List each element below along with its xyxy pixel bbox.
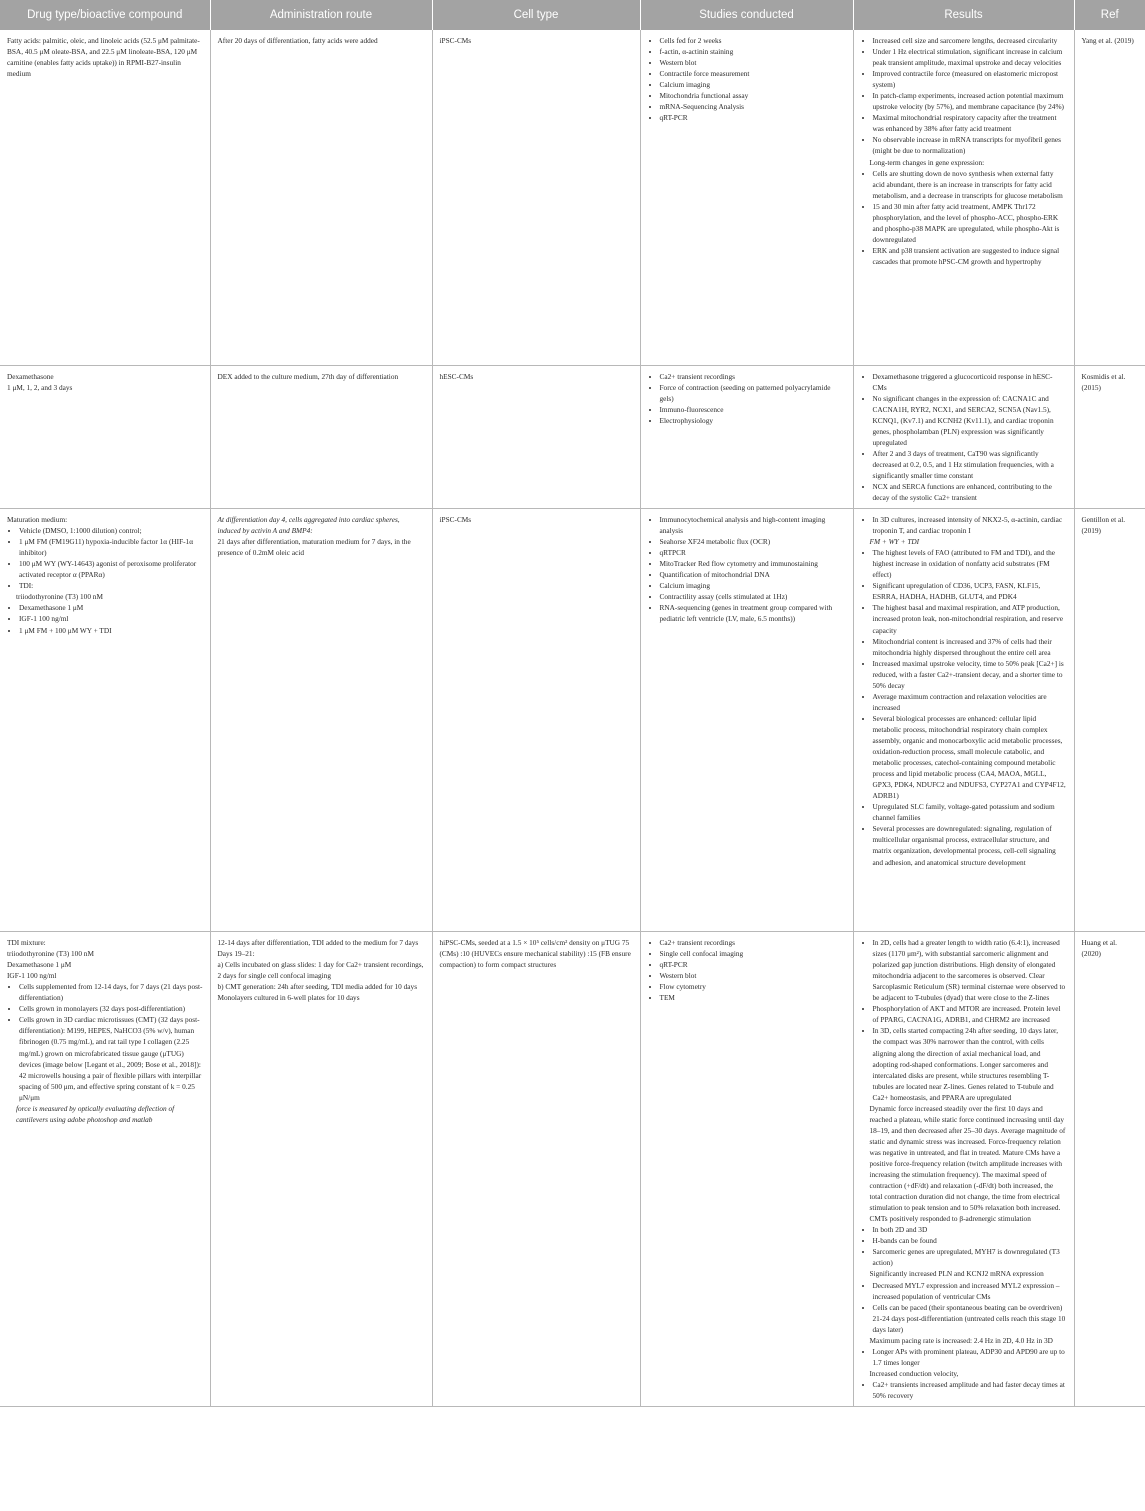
list-item: • Immunocytochemical analysis and high-content imaging analysis	[660, 514, 846, 536]
list-item: • In 3D cultures, increased intensity of NKX2-5, α-actinin, cardiac troponin T, and cardiac troponin I	[873, 514, 1067, 536]
table-row	[0, 365, 1145, 509]
list-item: • f-actin, α-actinin staining	[660, 46, 846, 57]
list-item: • Ca2+ transient recordings	[660, 937, 846, 948]
list-item: • Under 1 Hz electrical stimulation, significant increase in calcium peak transient amplitude, maximal upstroke and decay velocities	[873, 46, 1067, 68]
list-item: • Maximal mitochondrial respiratory capacity after the treatment was enhanced by 38% after fatty acid treatment	[873, 112, 1067, 134]
header-studies: Studies conducted	[640, 0, 853, 30]
cell-ref: Yang et al. (2019)	[1074, 30, 1145, 365]
list-item: • Ca2+ transient recordings	[660, 371, 846, 382]
list-item: • Increased cell size and sarcomere lengths, decreased circularity	[873, 35, 1067, 46]
drug-list	[7, 602, 203, 635]
results-subheading: FM + WY + TDI	[869, 537, 920, 547]
route-text: b) CMT generation: 24h after seeding, TDI media added for 10 days	[217, 982, 418, 992]
studies-list	[648, 937, 846, 1003]
table-header-row	[0, 0, 1145, 30]
drug-text: Dexamethasone	[7, 371, 54, 381]
results-text: Dynamic force increased steadily over the first 10 days and reached a plateau, while static force continued increasing until day 18–19, and then decreased after 25–30 days. Average magnitude of static and dynamic stress was increased. Force-frequency relation was negative in untreated, and flat in treated. Mature CMs have a positive force-frequency relation (twitch amplitude increases with increasing the stimulation frequency). The maximal speed of contraction (+dF/dt) and relaxation (-dF/dt) both increased, the total contraction duration did not change, the time from electrical stimulation to peak tension and to 50% relaxation both increased. CMTs positively responded to β-adrenergic stimulation	[869, 1103, 1066, 1224]
route-text: Monolayers cultured in 6-well plates for 10 days	[217, 993, 360, 1003]
list-item: • Western blot	[660, 970, 846, 981]
results-list	[861, 35, 1067, 157]
cell-results	[853, 932, 1074, 1407]
list-item: • Several processes are downregulated: signaling, regulation of multicellular organismal process, extracellular structure, and matrix organization, developmental process, cell-cell signaling and adhesion, and anatomical structure development	[873, 823, 1067, 867]
studies-list	[648, 514, 846, 624]
list-item: • Calcium imaging	[660, 79, 846, 90]
cell-ref: Gentillon et al. (2019)	[1074, 509, 1145, 932]
list-item: • MitoTracker Red flow cytometry and immunostaining	[660, 558, 846, 569]
header-route: Administration route	[210, 0, 432, 30]
list-item: • RNA-sequencing (genes in treatment group compared with pediatric left ventricle (LV, male, 6.5 months))	[660, 602, 846, 624]
list-item: • After 2 and 3 days of treatment, CaT90 was significantly decreased at 0.2, 0.5, and 1 Hz stimulation frequencies, with a significantly smaller time constant	[873, 448, 1067, 481]
list-item: • mRNA-Sequencing Analysis	[660, 101, 846, 112]
list-item: • 1 μM FM (FM19G11) hypoxia-inducible factor 1α (HIF-1α inhibitor)	[19, 536, 203, 558]
cell-results	[853, 509, 1074, 932]
list-item: • Several biological processes are enhanced: cellular lipid metabolic process, mitochondrial respiratory chain complex assembly, organic and monocarboxylic acid metabolic processes, oxidation-reduction process, small molecule catabolic, and metabolic processes, catechol-containing compound metabolic process and lipid metabolic process (CA4, MAOA, MGLL, GPX3, PDK4, NDUFC2 and NDUFS3, CYP27A1 and CYP4F12, ADRB1)	[873, 713, 1067, 801]
drug-text: force is measured by optically evaluating deflection of cantilevers using adobe photoshop and matlab	[16, 1103, 175, 1124]
table-row	[0, 30, 1145, 365]
results-text: Significantly increased PLN and KCNJ2 mRNA expression	[869, 1269, 1044, 1279]
results-list	[861, 168, 1067, 267]
studies-list	[648, 35, 846, 123]
header-ref: Ref	[1074, 0, 1145, 30]
list-item: • H-bands can be found	[873, 1235, 1067, 1246]
results-list	[861, 371, 1067, 504]
list-item: • Sarcomeric genes are upregulated, MYH7 is downregulated (T3 action)	[873, 1246, 1067, 1268]
list-item: • In 3D, cells started compacting 24h after seeding, 10 days later, the compact was 30% narrower than the control, with cells aligning along the direction of axial mechanical load, and adopting rod-shaped conformations. Longer sarcomeres and intercalated disks are present, while structures resembling T-tubules are located near Z-lines. Genes related to T-tubule and Ca2+ homeostasis, and PPARA are upregulated	[873, 1025, 1067, 1102]
list-item: • Electrophysiology	[660, 415, 846, 426]
header-results: Results	[853, 0, 1074, 30]
list-item: • Mitochondrial content is increased and 37% of cells had their mitochondria highly dispersed throughout the entire cell area	[873, 636, 1067, 658]
cell-route	[210, 365, 432, 509]
cell-drug	[0, 365, 210, 509]
drug-text: Fatty acids: palmitic, oleic, and linoleic acids (52.5 μM palmitate-BSA, 40.5 μM oleate-BSA, and 22.5 μM linoleate-BSA, 120 μM carnitine (enables fatty acids uptake)) in RPMI-B27-insulin medium	[7, 36, 200, 79]
list-item: • Single cell confocal imaging	[660, 948, 846, 959]
list-item: • Calcium imaging	[660, 580, 846, 591]
list-item: • Cells grown in monolayers (32 days post-differentiation)	[19, 1003, 203, 1014]
list-item: • Significant upregulation of CD36, UCP3, FASN, KLF15, ESRRA, HADHA, HADHB, GLUT4, and PDK4	[873, 580, 1067, 602]
cell-drug	[0, 932, 210, 1407]
list-item: • Immuno-fluorescence	[660, 404, 846, 415]
table-row	[0, 932, 1145, 1407]
cell-type: hiPSC-CMs, seeded at a 1.5 × 10⁵ cells/cm² density on μTUG 75 (CMs) :10 (HUVECs ensure mechanical stability) :15 (FB ensure compaction) to form compact structures	[432, 932, 640, 1407]
list-item: • qRT-PCR	[660, 112, 846, 123]
results-list	[861, 1224, 1067, 1268]
list-item: • 15 and 30 min after fatty acid treatment, AMPK Thr172 phosphorylation, and the level of phospho-ACC, phospho-ERK and phospho-p38 MAPK are upregulated, while phospho-Akt is downregulated	[873, 201, 1067, 245]
cell-studies	[640, 365, 853, 509]
list-item: • Decreased MYL7 expression and increased MYL2 expression – increased population of ventricular CMs	[873, 1280, 1067, 1302]
header-cell: Cell type	[432, 0, 640, 30]
list-item: • Western blot	[660, 57, 846, 68]
list-item: • In both 2D and 3D	[873, 1224, 1067, 1235]
results-list	[861, 1280, 1067, 1335]
list-item: • Cells grown in 3D cardiac microtissues (CMT) (32 days post-differentiation): M199, HEPES, NaHCO3 (5% w/v), human fibrinogen (0.75 mg/mL), and rat tail type I collagen (2.25 mg/mL) grown on microfabricated tissue gauge (μTUG) devices (image below [Legant et al., 2009; Bose et al., 2018]): 42 microwells housing a pair of flexible pillars with interpillar spacing of 500 μm, and effective spring constant of k = 0.25 μN/μm	[19, 1014, 203, 1102]
list-item: • ERK and p38 transient activation are suggested to induce signal cascades that promote hPSC-CM growth and hypertrophy	[873, 245, 1067, 267]
list-item: • Average maximum contraction and relaxation velocities are increased	[873, 691, 1067, 713]
cell-ref: Huang et al. (2020)	[1074, 932, 1145, 1407]
list-item: • Improved contractile force (measured on elastomeric micropost system)	[873, 68, 1067, 90]
cell-type: hESC-CMs	[432, 365, 640, 509]
list-item: • Contractility assay (cells stimulated at 1Hz)	[660, 591, 846, 602]
list-item: • Cells supplemented from 12-14 days, for 7 days (21 days post-differentiation)	[19, 981, 203, 1003]
list-item: • qRTPCR	[660, 547, 846, 558]
route-text: 21 days after differentiation, maturation medium for 7 days, in the presence of 0.2mM oleic acid	[217, 537, 411, 558]
list-item: • Vehicle (DMSO, 1:1000 dilution) control;	[19, 525, 203, 536]
cell-type: iPSC-CMs	[432, 30, 640, 365]
route-text: a) Cells incubated on glass slides: 1 day for Ca2+ transient recordings, 2 days for single cell confocal imaging	[217, 960, 424, 981]
list-item: • 100 μM WY (WY-14643) agonist of peroxisome proliferator activated receptor α (PPARα)	[19, 558, 203, 580]
list-item: • Dexamethasone triggered a glucocorticoid response in hESC-CMs	[873, 371, 1067, 393]
cell-route	[210, 30, 432, 365]
drug-text: Maturation medium:	[7, 515, 68, 525]
drug-text: 1 μM, 1, 2, and 3 days	[7, 382, 73, 392]
list-item: • IGF-1 100 ng/ml	[19, 613, 203, 624]
drug-text: triiodothyronine (T3) 100 nM	[7, 949, 94, 959]
list-item: • No observable increase in mRNA transcripts for myofibril genes (might be due to normalization)	[873, 134, 1067, 156]
list-item: • In patch-clamp experiments, increased action potential maximum upstroke velocity (by 57%), and membrane capacitance (by 24%)	[873, 90, 1067, 112]
cell-route	[210, 932, 432, 1407]
route-text: 12-14 days after differentiation, TDI added to the medium for 7 days	[217, 938, 419, 948]
results-subheading: Long-term changes in gene expression:	[869, 157, 985, 167]
drug-text: Dexamethasone 1 μM	[7, 960, 72, 970]
cell-studies	[640, 30, 853, 365]
table-row	[0, 509, 1145, 932]
list-item: • qRT-PCR	[660, 959, 846, 970]
drug-list	[7, 525, 203, 591]
cell-studies	[640, 509, 853, 932]
route-text: DEX added to the culture medium, 27th day of differentiation	[217, 371, 399, 381]
cell-route	[210, 509, 432, 932]
list-item: • Upregulated SLC family, voltage-gated potassium and sodium channel families	[873, 801, 1067, 823]
header-drug: Drug type/bioactive compound	[0, 0, 210, 30]
cell-results	[853, 30, 1074, 365]
results-text: Maximum pacing rate is increased: 2.4 Hz in 2D, 4.0 Hz in 3D	[869, 1335, 1053, 1345]
list-item: • 1 μM FM + 100 μM WY + TDI	[19, 625, 203, 636]
list-item: • Phosphorylation of AKT and MTOR are increased. Protein level of PPARG, CACNA1G, ADRB1, and CHRM2 are increased	[873, 1003, 1067, 1025]
drug-text: triiodothyronine (T3) 100 nM	[16, 592, 103, 602]
route-text: Days 19–21:	[217, 949, 255, 959]
list-item: • Force of contraction (seeding on patterned polyacrylamide gels)	[660, 382, 846, 404]
list-item: • NCX and SERCA functions are enhanced, contributing to the decay of the systolic Ca2+ transient	[873, 481, 1067, 503]
results-list	[861, 1379, 1067, 1401]
list-item: • The highest basal and maximal respiration, and ATP production, increased proton leak, non-mitochondrial respiration, and reserve capacity	[873, 602, 1067, 635]
results-list	[861, 937, 1067, 1103]
list-item: • TEM	[660, 992, 846, 1003]
cell-type: iPSC-CMs	[432, 509, 640, 932]
list-item: • Dexamethasone 1 μM	[19, 602, 203, 613]
drug-text: IGF-1 100 ng/ml	[7, 971, 57, 981]
results-list	[861, 1346, 1067, 1368]
list-item: • Quantification of mitochondrial DNA	[660, 569, 846, 580]
list-item: • Cells are shutting down de novo synthesis when external fatty acid abundant, there is an increase in transcripts for fatty acid metabolism, and a decrease in transcripts for glucose metabolism	[873, 168, 1067, 201]
list-item: • Ca2+ transients increased amplitude and had faster decay times at 50% recovery	[873, 1379, 1067, 1401]
cell-drug	[0, 30, 210, 365]
results-list	[861, 514, 1067, 536]
list-item: • TDI:	[19, 580, 203, 591]
list-item: • No significant changes in the expression of: CACNA1C and CACNA1H, RYR2, NCX1, and SERCA2, SCN5A (Nav1.5), KCNQ1, (Kv7.1) and KCNH2 (Kv11.1), and cardiac troponin genes, phospholamban (PLN) expression was significantly upregulated	[873, 393, 1067, 448]
list-item: • Increased maximal upstroke velocity, time to 50% peak [Ca2+] is reduced, with a faster Ca2+-transient decay, and a shorter time to 50% decay	[873, 658, 1067, 691]
list-item: • Longer APs with prominent plateau, ADP30 and APD90 are up to 1.7 times longer	[873, 1346, 1067, 1368]
list-item: • Mitochondria functional assay	[660, 90, 846, 101]
cell-ref: Kosmidis et al. (2015)	[1074, 365, 1145, 509]
list-item: • Contractile force measurement	[660, 68, 846, 79]
cell-drug	[0, 509, 210, 932]
route-text: At differentiation day 4, cells aggregated into cardiac spheres, induced by activin A and BMP4:	[217, 515, 400, 536]
list-item: • Cells fed for 2 weeks	[660, 35, 846, 46]
results-list	[861, 547, 1067, 867]
studies-list	[648, 371, 846, 426]
list-item: • In 2D, cells had a greater length to width ratio (6.4:1), increased sizes (1170 μm²), with substantial sarcomeric alignment and polarized gap junction distributions. High density of elongated mitochondria adjacent to the sarcomeres is observed. Clear Sarcoplasmic Reticulum (SR) terminal cisternae were observed to be adjacent to T-tubules (dyad) that were close to the Z-lines	[873, 937, 1067, 1003]
cell-results	[853, 365, 1074, 509]
list-item: • Flow cytometry	[660, 981, 846, 992]
cell-studies	[640, 932, 853, 1407]
drug-list	[7, 981, 203, 1103]
drug-text: TDI mixture:	[7, 938, 46, 948]
list-item: • Cells can be paced (their spontaneous beating can be overdriven) 21-24 days post-differentiation (untreated cells reach this stage 10 days later)	[873, 1302, 1067, 1335]
route-text: After 20 days of differentiation, fatty acids were added	[217, 36, 378, 45]
list-item: • Seahorse XF24 metabolic flux (OCR)	[660, 536, 846, 547]
results-text: Increased conduction velocity,	[869, 1368, 959, 1378]
list-item: • The highest levels of FAO (attributed to FM and TDI), and the highest increase in oxidation of nonfatty acid substrates (FM effect)	[873, 547, 1067, 580]
